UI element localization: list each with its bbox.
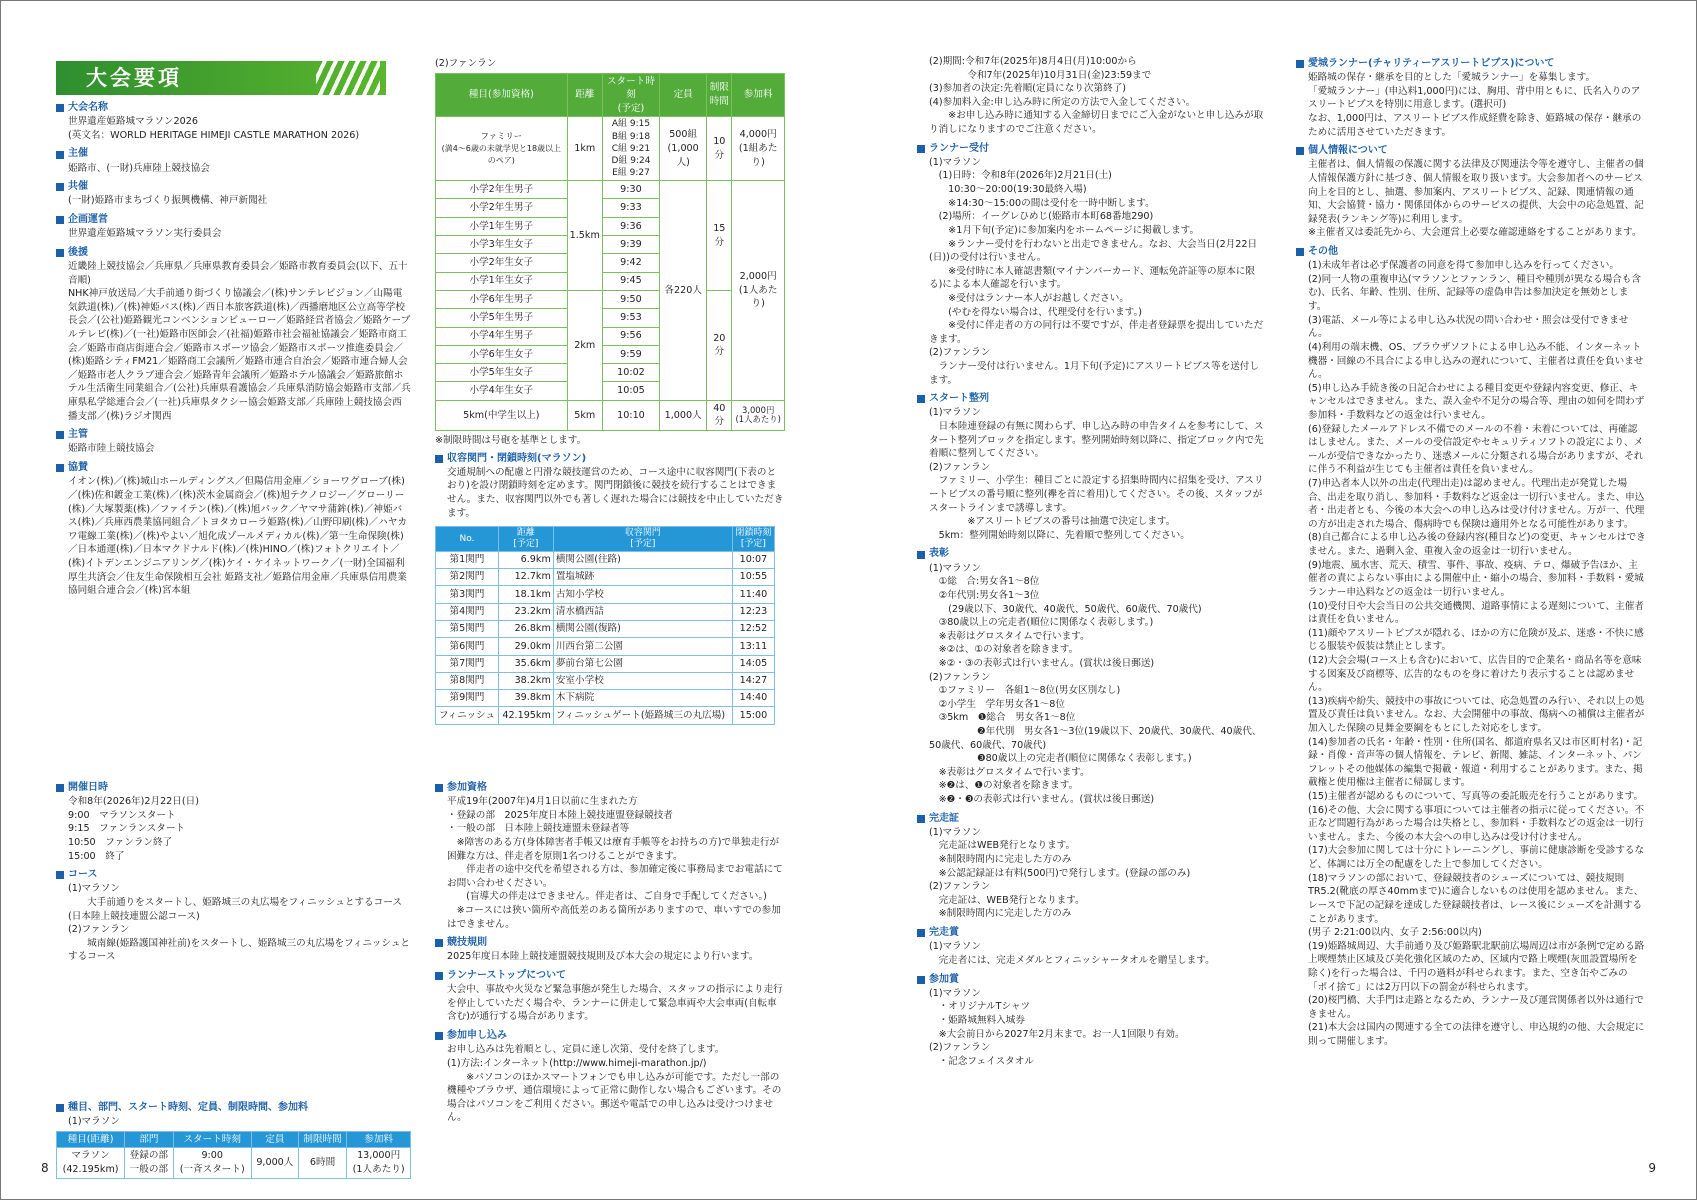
section-heading: 協賛 — [56, 461, 411, 475]
section-text: 2025年度日本陸上競技連盟競技規則及び本大会の規定により行います。 — [447, 951, 759, 963]
table-cell: 12:23 — [732, 603, 774, 620]
five-km-cell: 10:10 — [602, 400, 659, 430]
table-header: 制限 時間 — [707, 73, 732, 117]
section-text: 近畿陸上競技協会／兵庫県／兵庫県教育委員会／姫路市教育委員会(以下、五十音順) NHK神戸放送局／大手前通り街づくり協議会／(株)サンテレビジョン／山陽電気鉄道(株)／(株)神姫バス(株)／西日本旅客鉄道(株)／西播磨地区公立高等学校長会／(公社)姫路観光コンベンションビューロー／姫路経営者協会／姫路ケーブルテレビ(株)／(一社)姫路市医師会／(社福)姫路市社会福祉協議会／姫路市商工会／姫路市商店街連合会／姫路市スポーツ協会／姫路市スポーツ推進委員会／(株)姫路シティFM21／姫路商工会議所／姫路市連合自治会／姫路市連合婦人会／姫路市老人クラブ連合会／姫路青年会議所／姫路ホテル協議会／姫路旅館ホテル生活衛生同業組合／(公社)兵庫県看護協会／兵庫県消防協会姫路市支部／兵庫県私学総連合会／(一社)兵庫県タクシー協会姫路支部／兵庫陸上競技協会西播支部／(株)ラジオ関西 — [68, 260, 411, 422]
table-cell: 川西台第二公園 — [553, 638, 732, 655]
table-cell: 10:07 — [732, 551, 774, 568]
table-header: 種目(参加資格) — [436, 73, 568, 117]
table-cell: 清水橋西詰 — [553, 603, 732, 620]
section — [56, 147, 411, 175]
checkpoint-text: 交通規制への配慮と円滑な競技運営のため、コース途中に収容関門(下表のとおり)を設け閉鎖時刻を定めます。関門閉鎖後に競技を続行することはできません。また、収容関門以外でも著しく遅れた場合には競技を中止していただきます。 — [447, 466, 784, 519]
section-text: 平成19年(2007年)4月1日以前に生まれた方 ・登録の部 2025年度日本陸上競技連盟登録競技者 ・一般の部 日本陸上競技連盟未登録者等 ※障害のある方(身体障害者手帳又は療育手帳等をお持ちの方)で単独走行が困難な方は、伴走者を原則1名つけることができます。 伴走者の途中交代を希望される方は、参加確定後に事務局までお電話にてお問い合わせください。 (盲導犬の伴走はできません。伴走者は、ご自身で手配してください。) ※コースには狭い箇所や高低差のある箇所がありますので、車いすでの参加はできません。 — [447, 796, 783, 930]
section — [56, 868, 411, 964]
section — [56, 461, 411, 598]
table-cell: 第3関門 — [436, 586, 499, 603]
table-cell: 第4関門 — [436, 603, 499, 620]
kids-time: 9:45 — [602, 272, 659, 290]
table-cell: 第6関門 — [436, 638, 499, 655]
family-row — [436, 117, 785, 181]
column-2 — [435, 57, 785, 1157]
table-cell: 夢前台第七公園 — [553, 655, 732, 672]
table-cell: 42.195km — [498, 707, 553, 724]
table-cell: 13,000円 (1人あたり) — [347, 1148, 411, 1178]
table-cell: 第1関門 — [436, 551, 499, 568]
column-3 — [917, 55, 1267, 1155]
kids-time: 10:05 — [602, 382, 659, 400]
kids-event: 小学4年生女子 — [436, 382, 568, 400]
table-header: スタート時刻 (予定) — [602, 73, 659, 117]
table-cell: 13:11 — [732, 638, 774, 655]
section-heading: 後援 — [56, 246, 411, 260]
section-heading: 企画運営 — [56, 213, 411, 227]
section-heading: 共催 — [56, 180, 411, 194]
table-cell: 35.6km — [498, 655, 553, 672]
kids-event: 小学1年生女子 — [436, 272, 568, 290]
section-text: イオン(株)／(株)城山ホールディングス／但陽信用金庫／ショーワグローブ(株)／(株)佐和鍍金工業(株)／(株)茨木金属商会／(株)旭テクノロジー／グローリー(株)／大塚製薬(株)／ファイテン(株)／(株)旭パック／ヤマサ蒲鉾(株)／神姫バス(株)／兵庫西農業協同組合／トヨタカローラ姫路(株)／山野印刷(株)／ハヤカワ電線工業(株)／(株)やよい／旭化成ゾールメディカル(株)／第一生命保険(株)／日本通運(株)／日本マクドナルド(株)／(株)HINO／(株)フォトクリエイト／(株)イトデンエンジニアリング／(株)ケイ・ケイネットワーク／(一財)全国福利厚生共済会／住友生命保険相互会社 姫路支社／姫路信用金庫／兵庫県信用農業協同組合連合会／(株)宮本組 — [68, 476, 408, 597]
table-cell: 置塩城跡 — [553, 569, 732, 586]
table-row — [436, 551, 775, 568]
section-heading: 主催 — [56, 147, 411, 161]
table-row — [436, 603, 775, 620]
family-fee: 4,000円 (1組あたり) — [732, 117, 785, 181]
funrun-table — [435, 73, 785, 431]
events-sub: (1)マラソン — [68, 1116, 120, 1128]
table-header: 参加料 — [347, 1131, 411, 1148]
table-cell: フィニッシュ — [436, 707, 499, 724]
table-header: 参加料 — [732, 73, 785, 117]
section — [917, 973, 1267, 1069]
kids-fee: 2,000円 (1人あたり) — [732, 181, 785, 401]
section-text: (1)マラソン (1)日時：令和8年(2026年)2月21日(土) 10:30〜20:00(19:30最終入場) ※14:30〜15:00の間は受付を一時中断します。 (2)場所：イーグレひめじ(姫路市本町68番地290) ※1月下旬(予定)に参加案内をホームページに掲載します。 ※ランナー受付を行わないと出走できません。なお、大会当日(2月22日(日))の受付は行いません。 ※受付時に本人確認書類(マイナンバーカード、運転免許証等の原本に限る)による本人確認を行います。 ※受付はランナー本人がお越しください。 (やむを得ない場合は、代理受付を行います。) ※受付に伴走者の方の同行は不要ですが、伴走者登録票を提出していただきます。 (2)ファンラン ランナー受付は行いません。1月下旬(予定)にアスリートビブス等を送付します。 — [929, 156, 1264, 386]
section — [917, 392, 1267, 542]
kids-event: 小学6年生女子 — [436, 345, 568, 363]
section-heading: コース — [56, 868, 411, 882]
section-text: 姫路市陸上競技協会 — [68, 443, 155, 455]
table-row — [436, 586, 775, 603]
section-heading: 参加資格 — [435, 781, 785, 795]
table-header: 閉鎖時刻 [予定] — [732, 527, 774, 552]
table-header: No. — [436, 527, 499, 552]
section-heading: 主管 — [56, 428, 411, 442]
table-row — [436, 620, 775, 637]
section-heading: 開催日時 — [56, 781, 411, 795]
section-heading: 完走賞 — [917, 926, 1267, 940]
section — [56, 428, 411, 456]
table-cell: 第8関門 — [436, 672, 499, 689]
section-text: (1)マラソン 大手前通りをスタートし、姫路城三の丸広場をフィニッシュとするコース(日本陸上競技連盟公認コース) (2)ファンラン 城南線(姫路護国神社前)をスタートし、姫路城三の丸広場をフィニッシュとするコース — [68, 883, 410, 963]
table-cell: フィニッシュゲート(姫路城三の丸広場) — [553, 707, 732, 724]
table-cell: 第9関門 — [436, 690, 499, 707]
table-header: 定員 — [660, 73, 707, 117]
section-text: 大会中、事故や火災など緊急事態が発生した場合、スタッフの指示により走行を停止していただく場合や、ランナーに併走して緊急車両や大会車両(自転車含む)が通行する場合があります。 — [447, 984, 783, 1023]
section-heading: その他 — [1296, 245, 1646, 259]
section — [56, 781, 411, 863]
page-number-right: 9 — [1648, 1160, 1656, 1175]
table-cell: 横関公園(往路) — [553, 551, 732, 568]
table-cell: 14:40 — [732, 690, 774, 707]
section-heading: スタート整列 — [917, 392, 1267, 406]
table-cell: 12:52 — [732, 620, 774, 637]
family-limit: 10分 — [707, 117, 732, 181]
table-cell: 14:05 — [732, 655, 774, 672]
table-header: 種目(距離) — [57, 1131, 125, 1148]
col2b-sections — [435, 781, 785, 1130]
section — [1296, 144, 1646, 240]
family-times: A組 9:15 B組 9:18 C組 9:21 D組 9:24 E組 9:27 — [602, 117, 659, 181]
section — [435, 781, 785, 931]
section-text: 主催者は、個人情報の保護に関する法律及び関連法令等を遵守し、主催者の個人情報保護方針に基づき、個人情報を取り扱います。大会参加者へのサービス向上を目的とし、抽選、参加案内、アスリートビブス、記録、関連情報の通知、大会協賛・協力・関係団体からのサービスの提供、大会中の応急処置、記録発表(ランキング等)に利用します。 ※主催者又は委託先から、大会運営上必要な確認連絡をすることがあります。 — [1308, 159, 1644, 239]
column-4 — [1296, 57, 1646, 1157]
section-text: (1)マラソン ①総 合:男女各1〜8位 ②年代別:男女各1〜3位 (29歳以下、30歳代、40歳代、50歳代、60歳代、70歳代) ③80歳以上の完走者(順位に関係なく表彰します。) ※表彰はグロスタイムで行います。 ※②は、①の対象者を除きます。 ※②・③の表彰式は行いません。(賞状は後日郵送) (2)ファンラン ①ファミリー 各組1〜8位(男女区別なし) ②小学生 学年男女各1〜8位 ③5km ❶総合 男女各1〜8位 ❷年代別 男女各1〜3位(19歳以下、20歳代、30歳代、40歳代、50歳代、60歳代、70歳代) ❸80歳以上の完走者(順位に関係なく表彰します。) ※表彰はグロスタイムで行います。 ※❷は、❶の対象者を除きます。 ※❷・❸の表彰式は行いません。(賞状は後日郵送) — [929, 562, 1262, 806]
table-cell: 9:00 (一斉スタート) — [173, 1148, 251, 1178]
family-name-text: ファミリー — [480, 131, 523, 142]
section-text: 姫路城の保存・継承を目的とした「愛城ランナー」を募集します。 「愛城ランナー」(申込料1,000円)には、胸用、背中用ともに、氏名入りのアスリートビブスを特別に用意します。(選択可) なお、1,000円は、アスリートビブス作成経費を除き、姫路城の保存・継承のために活用させていただきます。 — [1308, 72, 1642, 138]
section — [917, 142, 1267, 388]
table-header: 収容関門 [予定] — [553, 527, 732, 552]
table-cell: 38.2km — [498, 672, 553, 689]
table-cell: 第7関門 — [436, 655, 499, 672]
table-cell: 26.8km — [498, 620, 553, 637]
table-cell: 10:55 — [732, 569, 774, 586]
page-number-left: 8 — [41, 1160, 49, 1175]
kids-time: 9:53 — [602, 309, 659, 327]
section — [917, 547, 1267, 806]
five-km-cell: 1,000人 — [660, 400, 707, 430]
kids-event: 小学5年生女子 — [436, 364, 568, 382]
events-heading: 種目、部門、スタート時刻、定員、制限時間、参加料 — [56, 1101, 411, 1115]
table-header: 定員 — [251, 1131, 298, 1148]
checkpoint-heading: 収容関門・閉鎖時刻(マラソン) — [435, 452, 785, 466]
section — [56, 246, 411, 424]
table-row — [436, 690, 775, 707]
family-name — [436, 117, 568, 181]
section — [917, 926, 1267, 967]
column-1 — [56, 61, 411, 1176]
table-cell: 39.8km — [498, 690, 553, 707]
kids-time: 9:33 — [602, 199, 659, 217]
table-cell: 安室小学校 — [553, 672, 732, 689]
five-km-cell: 5km — [567, 400, 602, 430]
funrun-label: (2)ファンラン — [435, 58, 497, 69]
table-cell: 23.2km — [498, 603, 553, 620]
table-cell: 横関公園(復路) — [553, 620, 732, 637]
col1-sections — [56, 101, 411, 598]
five-km-cell: 3,000円 (1人あたり) — [732, 400, 785, 430]
events-block — [56, 1101, 411, 1179]
table-cell: 第5関門 — [436, 620, 499, 637]
table-cell: 木下病院 — [553, 690, 732, 707]
kids-time: 10:02 — [602, 364, 659, 382]
table-cell: 15:00 — [732, 707, 774, 724]
section-text: 世界遺産姫路城マラソン2026 (英文名：WORLD HERITAGE HIMEJI CASTLE MARATHON 2026) — [68, 116, 360, 141]
kids-event: 小学4年生男子 — [436, 327, 568, 345]
checkpoint-table — [435, 526, 775, 725]
col1b-sections — [56, 781, 411, 969]
section — [435, 969, 785, 1024]
kids-time: 9:42 — [602, 254, 659, 272]
section-text: お申し込みは先着順とし、定員に達し次第、受付を終了します。 (1)方法:インターネット(http://www.himeji-marathon.jp/) ※パソコンのほかスマートフォンでも申し込みが可能です。ただし一部の機種やブラウザ、通信環境によって正常に動作しない場合もございます。その場合はパソコンをご利用ください。郵送や電話での申し込みは受けつけません。 — [447, 1044, 782, 1124]
table-header: 制限時間 — [298, 1131, 346, 1148]
section-heading: 競技規則 — [435, 936, 785, 950]
table-cell: 6.9km — [498, 551, 553, 568]
section-text: (1)マラソン ・オリジナルTシャツ ・姫路城無料入城券 ※大会前日から2027年2月末まで。お一人1回限り有効。 (2)ファンラン ・記念フェイスタオル — [929, 987, 1185, 1067]
table-header: 部門 — [125, 1131, 173, 1148]
stripe-decoration — [316, 61, 380, 95]
kids-row — [436, 181, 785, 199]
kids-time: 9:59 — [602, 345, 659, 363]
kids-limit: 15分 — [707, 181, 732, 291]
section-text: (1)マラソン 日本陸連登録の有無に関わらず、申し込み時の申告タイムを参考にして、スタート整列ブロックを指定します。整列開始時刻以降に、指定ブロック内で先着順に整列してください。 (2)ファンラン ファミリー、小学生：種目ごとに設定する招集時間内に招集を受け、アスリートビブスの番号順に整列(襷を首に着用)してください。その後、スタッフがスタートラインまで誘導します。 ※アスリートビブスの番号は抽選で決定します。 5km：整列開始時刻以降に、先着順で整列してください。 — [929, 407, 1264, 541]
table-cell: 12.7km — [498, 569, 553, 586]
table-cell: 9,000人 — [251, 1148, 298, 1178]
section — [56, 180, 411, 208]
table-row — [436, 569, 775, 586]
table-cell: 18.1km — [498, 586, 553, 603]
kids-event: 小学6年生男子 — [436, 290, 568, 308]
section — [917, 812, 1267, 921]
kids-event: 小学1年生男子 — [436, 217, 568, 235]
table-row — [436, 638, 775, 655]
table-cell: 第2関門 — [436, 569, 499, 586]
kids-time: 9:50 — [602, 290, 659, 308]
table-cell: 14:27 — [732, 672, 774, 689]
kids-time: 9:36 — [602, 217, 659, 235]
table-header: 距離 [予定] — [498, 527, 553, 552]
kids-event: 小学2年生男子 — [436, 181, 568, 199]
section — [1296, 57, 1646, 139]
kids-time: 9:30 — [602, 181, 659, 199]
family-dist: 1km — [567, 117, 602, 181]
table-header-row — [436, 527, 775, 552]
section-text: 姫路市、(一財)兵庫陸上競技協会 — [68, 162, 210, 174]
table-cell: マラソン (42.195km) — [57, 1148, 125, 1178]
section — [435, 1029, 785, 1125]
table-header: 距離 — [567, 73, 602, 117]
table-header-row — [436, 73, 785, 117]
section — [56, 213, 411, 241]
section — [1296, 245, 1646, 1049]
kids-distance: 2km — [567, 290, 602, 400]
table-cell: 登録の部 一般の部 — [125, 1148, 173, 1178]
five-km-cell: 5km(中学生以上) — [436, 400, 568, 430]
kids-capacity: 各220人 — [660, 181, 707, 401]
title-banner — [56, 61, 386, 95]
section-text: (2)期間:令和7年(2025年)8月4日(月)10:00から 令和7年(2025年)10月31日(金)23:59まで (3)参加者の決定:先着順(定員になり次第終了) (4)参加料入金:申し込み時に所定の方法で入金してください。 ※お申し込み時に通知する入金締切日までにご入金がないと申し込みが取り消しになりますのでご注意ください。 — [929, 56, 1264, 136]
kids-time: 9:56 — [602, 327, 659, 345]
table-header: スタート時刻 — [173, 1131, 251, 1148]
section-text: (1)未成年者は必ず保護者の同意を得て参加申し込みを行ってください。 (2)同一人物の重複申込(マラソンとファンラン、種目や種別が異なる場合も含む)、氏名、年齢、性別、住所、記録等の虚偽申告は参加決定を無効とします。 (3)電話、メール等による申し込み状況の問い合わせ・照会は受付できません。 (4)利用の端末機、OS、ブラウザソフトによる申し込み不能、インターネット機器・回線の不具合による申し込みの遅れについて、主催者は責任を負いません。 (5)申し込み手続き後の日記合わせによる種目変更や登録内容変更、修正、キャンセルはできません。また、誤入金や不足分の場合等、理由の如何を問わず参加料・手数料などの返金は行いません。 (6)登録したメールアドレス不備でのメールの不着・未着については、再確認はしません。また、メールの受信設定やセキュリティソフトの設定により、メールが受信できなかったり、迷惑メールに分類される場合がありますが、それに伴う不利益が生じても主催者は責任を負いません。 (7)申込者本人以外の出走(代理出走)は認めません。代理出走が発覚した場合、出走を取り消し、参加料・手数料など返金は一切行いません。また、申込者・出走者とも、今後の本大会への申し込みは受け付けません。万が一、代理の方が出走された場合、傷病時でも保険は適用外となる可能性があります。 (8)自己都合による申し込み後の登録内容(種目など)の変更、キャンセルはできません。また、過剰入金、重複入金の返金は一切行いません。 (9)地震、風水害、荒天、積雪、事件、事故、疫病、テロ、爆破予告ほか、主催者の責によらない事由による開催中止・縮小の場合、参加料・手数料・愛城ランナー申込料などの返金は一切行いません。 (10)受付日や大会当日の公共交通機関、道路事情による遅刻について、主催者は責任を負いません。 (11)顔やアスリートビブスが隠れる、ほかの方に危険が及ぶ、迷惑・不快に感じる服装や仮装は禁止とします。 (12)大会会場(コース上も含む)において、広告目的で企業名・商品名等を意味する図案及び商標等、広告的なものを身に着けたり表示することは認めません。 (13)疾病や紛失、競技中の事故については、応急処置のみ行い、それ以上の処置及び責任は負いません。なお、大会開催中の事故、傷病への補償は主催者が加入した保険の見舞金要綱をもとにした対応をします。 (14)参加者の氏名・年齢・性別・住所(国名、都道府県名又は市区町村名)・記録・肖像・音声等の個人情報を、テレビ、新聞、雑誌、インターネット、パンフレットその他媒体の編集で掲載・報道・利用することがあります。また、掲載権と使用権は主催者に帰属します。 (15)主催者が認めるものについて、写真等の委託販売を行うことがあります。 (16)その他、大会に関する事項については主催者の指示に従ってください。不正など問題行為があった場合は失格とし、参加料・手数料などの返金は一切行いません。また、今後の本大会への申し込みは受け付けません。 (17)大会参加に関しては十分にトレーニングし、事前に健康診断を受診するなど、体調には万全の配慮をした上で参加してください。 (18)マラソンの部において、登録競技者のシューズについては、競技規則TR5.2(靴底の厚さ40mmまで)に適合しないものは使用を認めません。また、レースで下記の記録を達成した登録競技者は、レース後にシューズを計測することがあります。 (男子 2:21:00以内、女子 2:56:00以内) (19)姫路城周辺、大手前通り及び姫路駅北駅前広場周辺は市が条例で定める路上喫煙禁止区域及び美化強化区域のため、区域内で路上喫煙(灰皿設置場所を除く)を行った場合は、千円の過料が科せられます。また、空き缶やごみの「ポイ捨て」には2万円以下の罰金が科せられます。 (20)桜門橋、大手門は走路となるため、ランナー及び運営関係者以外は通行できません。 (21)本大会は国内の関連する全ての法律を遵守し、申込規約の他、大会規定に則って開催します。 — [1308, 260, 1646, 1047]
family-note: (満4〜6歳の未就学児と18歳以上のペア) — [441, 144, 562, 165]
section-heading: 大会名称 — [56, 101, 411, 115]
section-text: (1)マラソン 完走者には、完走メダルとフィニッシャータオルを贈呈します。 — [929, 941, 1215, 966]
kids-event: 小学2年生女子 — [436, 254, 568, 272]
marathon-table — [56, 1131, 411, 1179]
section-heading: 完走証 — [917, 812, 1267, 826]
section-heading: 参加申し込み — [435, 1029, 785, 1043]
kids-event: 小学3年生女子 — [436, 236, 568, 254]
table-row — [436, 707, 775, 724]
section-heading: ランナーストップについて — [435, 969, 785, 983]
table-cell: 11:40 — [732, 586, 774, 603]
section-heading: 参加賞 — [917, 973, 1267, 987]
section-text: 令和8年(2026年)2月22日(日) 9:00 マラソンスタート 9:15 ファンランスタート 10:50 ファンラン終了 15:00 終了 — [68, 796, 199, 862]
section-text: (1)マラソン 完走証はWEB発行となります。 ※制限時間内に完走した方のみ ※公認記録証は有料(500円)で発行します。(登録の部のみ) (2)ファンラン 完走証は、WEB発行となります。 ※制限時間内に完走した方のみ — [929, 826, 1191, 920]
section-heading: ランナー受付 — [917, 142, 1267, 156]
section — [917, 55, 1267, 137]
section-heading: 愛城ランナー(チャリティーアスリートビブス)について — [1296, 57, 1646, 71]
section-text: (一財)姫路市まちづくり振興機構、神戸新聞社 — [68, 195, 268, 207]
section — [56, 101, 411, 142]
five-km-row — [436, 400, 785, 430]
table-cell: 6時間 — [298, 1148, 346, 1178]
section-text: 世界遺産姫路城マラソン実行委員会 — [68, 228, 222, 240]
section-heading: 個人情報について — [1296, 144, 1646, 158]
table-row — [436, 655, 775, 672]
section — [435, 936, 785, 964]
table-cell: 古知小学校 — [553, 586, 732, 603]
funrun-note: ※制限時間は号砲を基準とします。 — [435, 434, 587, 446]
section-heading: 表彰 — [917, 547, 1267, 561]
kids-event: 小学2年生男子 — [436, 199, 568, 217]
family-cap: 500組 (1,000人) — [660, 117, 707, 181]
kids-distance: 1.5km — [567, 181, 602, 291]
table-row — [436, 672, 775, 689]
table-cell: 29.0km — [498, 638, 553, 655]
kids-time: 9:39 — [602, 236, 659, 254]
five-km-cell: 40分 — [707, 400, 732, 430]
banner-title: 大会要項 — [86, 66, 182, 90]
kids-limit: 20分 — [707, 290, 732, 400]
kids-event: 小学5年生男子 — [436, 309, 568, 327]
